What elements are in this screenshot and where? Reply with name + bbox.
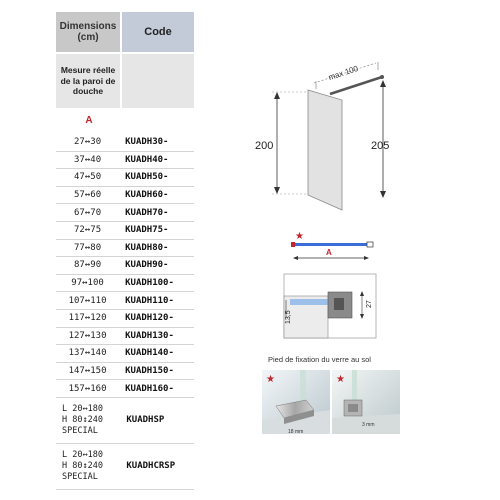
column-a-marker-row — [56, 108, 194, 134]
dimensions-header: Dimensions (cm) — [56, 12, 122, 52]
top-view-star-icon: ★ — [295, 231, 304, 242]
table-row — [56, 169, 194, 187]
table-row — [56, 222, 194, 240]
product-code: KUADH110- — [125, 295, 174, 306]
special-dimensions — [56, 404, 118, 437]
glass-section — [290, 299, 330, 305]
special-line1: L 20↔180 — [62, 403, 103, 414]
dimension-range: 27↔30 — [74, 137, 102, 148]
dim-13-5-label: 13,5 — [285, 310, 292, 324]
table-row — [56, 345, 194, 363]
product-code: KUADH100- — [125, 278, 174, 289]
table-special-body — [56, 398, 194, 490]
detail-diagram — [282, 272, 382, 342]
table-body — [56, 134, 194, 398]
dimension-range: 37↔40 — [74, 154, 102, 165]
height-left-label: 200 — [255, 140, 274, 152]
max-arm-label: max 100 — [327, 64, 360, 83]
glass-top-line — [294, 243, 368, 246]
product-code: KUADH80- — [125, 242, 169, 253]
support-arm — [330, 77, 382, 94]
table-row — [56, 363, 194, 381]
dimension-range: 72↔75 — [74, 225, 102, 236]
product-code: KUADH130- — [125, 330, 174, 341]
table-row — [56, 204, 194, 222]
dimension-range: 47↔50 — [74, 172, 102, 183]
photo1-dim-label: 18 mm — [288, 429, 304, 434]
top-view-diagram — [280, 228, 380, 270]
photo1-star-icon: ★ — [266, 374, 275, 385]
table-subheader — [56, 54, 194, 108]
column-a-marker: A — [85, 115, 93, 126]
code-header: Code — [122, 12, 194, 52]
special-dimensions — [56, 450, 118, 483]
dimension-range: 67↔70 — [74, 207, 102, 218]
photo2-dim-label: 3 mm — [362, 422, 375, 428]
front-view-diagram — [250, 45, 410, 225]
product-code: KUADH70- — [125, 207, 169, 218]
product-code: KUADH50- — [125, 172, 169, 183]
dimension-range: 107↔110 — [68, 295, 107, 306]
dimension-range: 97↔100 — [71, 278, 104, 289]
product-code: KUADHCRSP — [126, 461, 176, 472]
glass-panel — [308, 90, 342, 210]
table-row — [56, 380, 194, 398]
product-code: KUADH160- — [125, 383, 174, 394]
spec-table — [56, 12, 194, 490]
product-code: KUADH150- — [125, 366, 174, 377]
product-code: KUADH40- — [125, 154, 169, 165]
table-row — [56, 328, 194, 346]
table-row — [56, 134, 194, 152]
special-line2: H 80↕240 — [62, 414, 103, 425]
table-header — [56, 12, 194, 52]
dimension-range: 87↔90 — [74, 260, 102, 271]
dim-27-label: 27 — [366, 300, 373, 308]
product-code: KUADH30- — [125, 137, 169, 148]
dimension-range: 157↔160 — [68, 383, 107, 394]
fixation-photo-right — [332, 370, 400, 434]
table-row — [56, 152, 194, 170]
dimension-range: 117↔120 — [68, 313, 107, 324]
dimension-range: 137↔140 — [68, 348, 107, 359]
dimension-range: 77↔80 — [74, 242, 102, 253]
dimension-range: 127↔130 — [68, 330, 107, 341]
table-row — [56, 275, 194, 293]
special-line1: L 20↔180 — [62, 449, 103, 460]
dimension-range: 57↔60 — [74, 190, 102, 201]
product-code: KUADH120- — [125, 313, 174, 324]
product-code: KUADH140- — [125, 348, 174, 359]
product-code: KUADHSP — [126, 415, 165, 426]
table-row — [56, 240, 194, 258]
table-row — [56, 257, 194, 275]
product-code: KUADH90- — [125, 260, 169, 271]
table-row-special — [56, 398, 194, 444]
special-line2: H 80↕240 — [62, 460, 103, 471]
table-row — [56, 292, 194, 310]
arm-mount — [380, 75, 384, 79]
special-line3: SPECIAL — [62, 471, 98, 482]
top-view-a-label: A — [326, 248, 332, 257]
measure-header: Mesure réelle de la paroi de douche — [56, 54, 122, 108]
fixation-caption: Pied de fixation du verre au sol — [268, 355, 371, 364]
table-row — [56, 187, 194, 205]
dimension-range: 147↔150 — [68, 366, 107, 377]
special-line3: SPECIAL — [62, 425, 98, 436]
table-row-special — [56, 444, 194, 490]
subheader-blank — [122, 54, 194, 108]
height-right-label: 205 — [371, 140, 390, 152]
product-code: KUADH60- — [125, 190, 169, 201]
fixation-photo-left — [262, 370, 330, 434]
photo2-star-icon: ★ — [336, 374, 345, 385]
table-row — [56, 310, 194, 328]
product-code: KUADH75- — [125, 225, 169, 236]
